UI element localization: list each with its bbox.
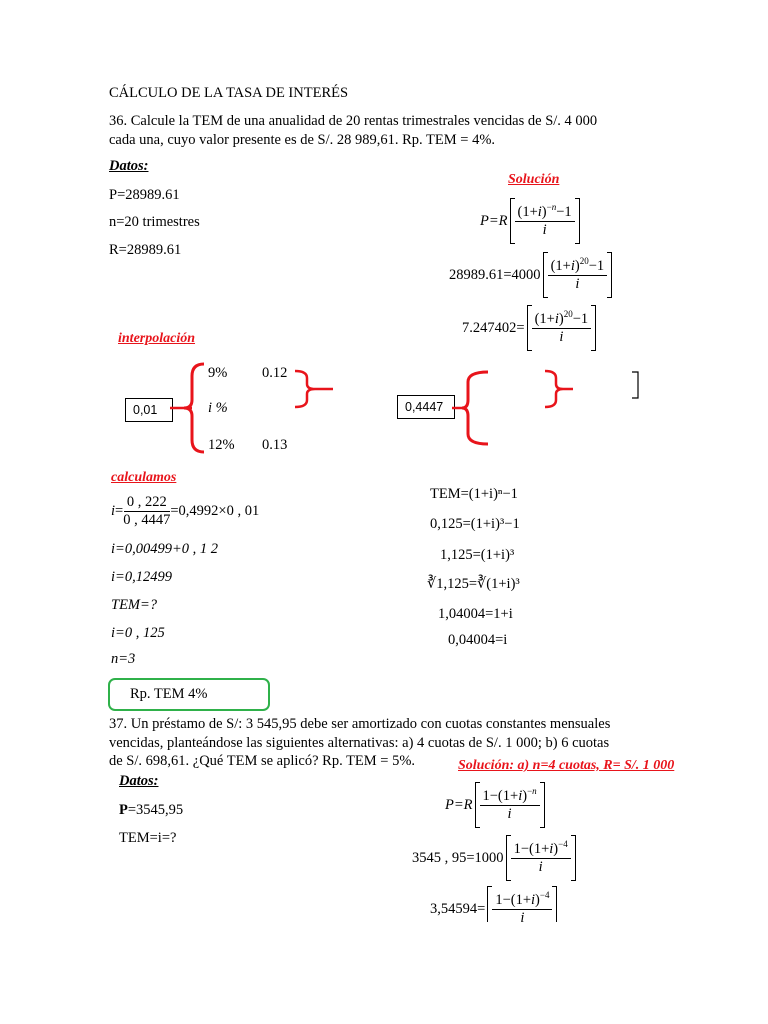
datos-n-36: n=20 trimestres: [109, 214, 200, 230]
calc-line-2: i=0,00499+0 , 1 2: [111, 541, 218, 557]
solucion-label-36: Solución: [508, 172, 560, 187]
formula-lhs: 3,54594=: [430, 900, 486, 917]
calc-line-1: i = $\frac{0 , 222}{0 , 4447}$ =0,4992×0 , 01: [111, 494, 260, 528]
formula-annuity-substituted: 3545 , 95=1000 $\frac{1-(1+i)^{-4}}{i}$: [412, 835, 576, 881]
problem-36-line-1: 36. Calcule la TEM de una anualidad de 20 rentas trimestrales vencidas de S/. 4 000: [109, 113, 598, 129]
formula-lhs: 7.247402=: [462, 319, 525, 336]
left-brace-icon: [452, 368, 494, 450]
formula-lhs: P=R: [480, 212, 508, 229]
datos-p-36: P=28989.61: [109, 187, 180, 203]
problem-36-line-2: cada una, cuyo valor presente es de S/. 28 989,61. Rp. TEM = 4%.: [109, 132, 496, 148]
tem-line-2: 0,125=(1+i)³−1: [430, 516, 520, 532]
tem-line-5: 1,04004=1+i: [438, 606, 513, 622]
datos-label-36: Datos:: [109, 158, 149, 174]
formula-annuity-factor: 3,54594= $\frac{1-(1+i)^{-4}}{i}$: [430, 886, 580, 922]
tem-line-6: 0,04004=i: [448, 632, 508, 648]
right-brace-icon: [293, 368, 335, 410]
interpolacion-label: interpolación: [118, 331, 196, 346]
interp-left-box: 0,01: [125, 398, 173, 422]
interp-row-1-pct: 9%: [208, 365, 228, 381]
solucion-label-37: Solución: a) n=4 cuotas, R= S/. 1 000: [458, 758, 675, 773]
problem-37-line-2: vencidas, planteándose las siguientes alternativas: a) 4 cuotas de S/. 1 000; b) 6 cuotas: [109, 735, 610, 751]
answer-text: Rp. TEM 4%: [130, 686, 208, 702]
bracket-icon: [630, 371, 640, 399]
tem-line-4: ∛1,125=∛(1+i)³: [427, 576, 520, 592]
tem-line-1: TEM=(1+i)ⁿ−1: [430, 486, 518, 502]
tem-line-3: 1,125=(1+i)³: [440, 547, 515, 563]
formula-lhs: 28989.61=4000: [449, 266, 541, 283]
interp-row-3-pct: 12%: [208, 437, 235, 453]
interp-right-box: 0,4447: [397, 395, 455, 419]
datos-p-37: [119, 801, 183, 820]
left-brace-icon: [170, 360, 210, 455]
datos-p-value: =3545,95: [127, 802, 184, 818]
interp-row-3-val: 0.13: [262, 437, 288, 453]
formula-lhs: 3545 , 95=1000: [412, 849, 504, 866]
calc-line-4: TEM=?: [111, 597, 158, 613]
section-title: CÁLCULO DE LA TASA DE INTERÉS: [109, 85, 349, 101]
calc-line-3: i=0,12499: [111, 569, 172, 585]
datos-tem-37: TEM=i=?: [119, 830, 177, 846]
right-brace-icon: [543, 368, 575, 412]
calc-line-5: i=0 , 125: [111, 625, 165, 641]
formula-annuity: P=R $\frac{1-(1+i)^{-n}}{i}$: [445, 782, 545, 828]
formula-lhs: P=R: [445, 796, 473, 813]
calc-line-6: n=3: [111, 651, 136, 667]
formula-annuity-factor-wrap: [430, 886, 580, 922]
problem-37-line-1: 37. Un préstamo de S/: 3 545,95 debe ser amortizado con cuotas constantes mensuales: [109, 716, 611, 732]
interp-row-1-val: 0.12: [262, 365, 288, 381]
calculamos-label: calculamos: [111, 470, 177, 485]
problem-37-line-3: de S/. 698,61. ¿Qué TEM se aplicó? Rp. TEM = 5%.: [109, 753, 416, 769]
datos-r-36: R=28989.61: [109, 242, 182, 258]
interp-row-2-pct: i %: [208, 400, 228, 416]
datos-label-37: Datos:: [119, 773, 159, 789]
formula-substituted: 28989.61=4000 $\frac{(1+i)^{20}-1}{i}$: [449, 252, 612, 298]
formula-factor: 7.247402= $\frac{(1+i)^{20}-1}{i}$: [462, 305, 596, 351]
datos-p-bold: P: [119, 802, 128, 818]
formula-present-value: P=R $\frac{(1+i)^{-n}-1}{i}$: [480, 198, 580, 244]
